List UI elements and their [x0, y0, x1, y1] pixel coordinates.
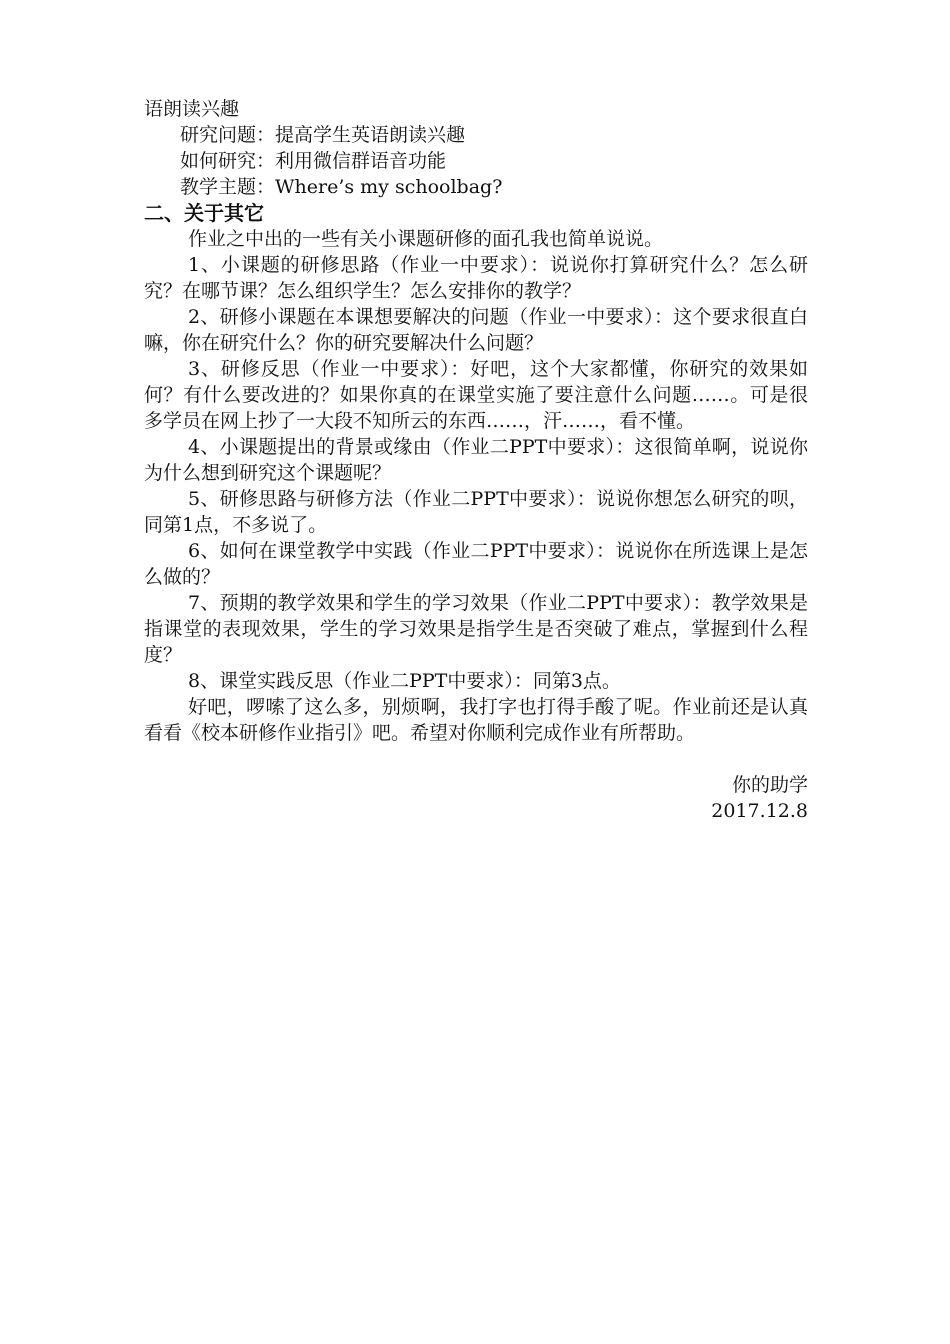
signature: 你的助学: [731, 774, 808, 796]
list-item: 3、研修反思（作业一中要求）：好吧，这个大家都懂，你研究的效果如何？有什么要改进的？如果你真的在课堂实施了要注意什么问题……。可是很多学员在网上抄了一大段不知所云的东西……，汗……，看不懂。: [144, 358, 808, 432]
date: 2017.12.8: [711, 800, 808, 822]
research-question: 研究问题：提高学生英语朗读兴趣: [180, 124, 466, 146]
intro-paragraph: 作业之中出的一些有关小课题研修的面孔我也简单说说。: [188, 228, 664, 250]
spacer: [144, 746, 808, 772]
list-item: 5、研修思路与研修方法（作业二PPT中要求）：说说你想怎么研究的呗，同第1点，不多说了。: [144, 488, 808, 536]
list-item: 8、课堂实践反思（作业二PPT中要求）：同第3点。: [188, 670, 621, 692]
list-item: 7、预期的教学效果和学生的学习效果（作业二PPT中要求）：教学效果是指课堂的表现效果，学生的学习效果是指学生是否突破了难点，掌握到什么程度？: [144, 592, 808, 666]
list-item: 6、如何在课堂教学中实践（作业二PPT中要求）：说说你在所选课上是怎么做的？: [144, 540, 808, 588]
document-body: [144, 96, 808, 824]
list-item: 4、小课题提出的背景或缘由（作业二PPT中要求）：这很简单啊，说说你为什么想到研究这个课题呢？: [144, 436, 808, 484]
section-heading: 二、关于其它: [144, 201, 264, 225]
list-item: 1、小课题的研修思路（作业一中要求）：说说你打算研究什么？怎么研究？在哪节课？怎么组织学生？怎么安排你的教学？: [144, 254, 808, 302]
closing-paragraph: 好吧，啰嗦了这么多，别烦啊，我打字也打得手酸了呢。作业前还是认真看看《校本研修作业指引》吧。希望对你顺利完成作业有所帮助。: [144, 696, 808, 744]
research-method: 如何研究：利用微信群语音功能: [180, 150, 447, 172]
teaching-theme: 教学主题：Where’s my schoolbag?: [180, 176, 503, 198]
list-item: 2、研修小课题在本课想要解决的问题（作业一中要求）：这个要求很直白嘛，你在研究什么？你的研究要解决什么问题？: [144, 306, 808, 354]
intro-line: 语朗读兴趣: [144, 98, 240, 120]
